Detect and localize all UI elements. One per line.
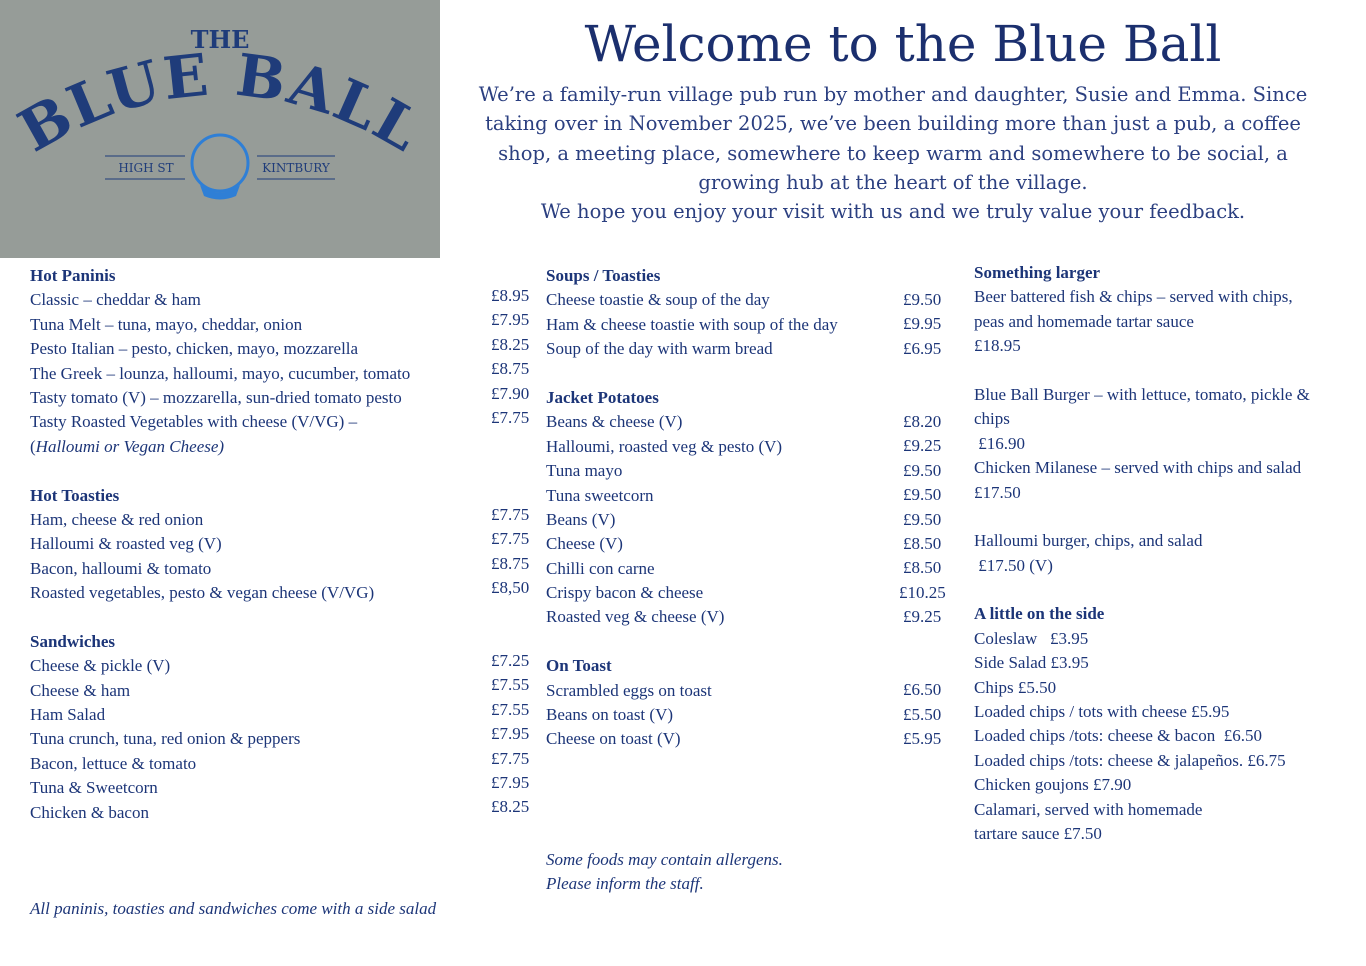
logo-name-path: BLUE BALL <box>7 40 433 166</box>
menu-price: £18.95 <box>974 336 1021 356</box>
price: £7.25 <box>491 651 530 670</box>
menu-price: £17.50 <box>974 482 1021 502</box>
menu-item: Halloumi, roasted veg & pesto (V) <box>546 436 783 456</box>
allergen-note <box>546 848 783 897</box>
logo <box>0 0 440 258</box>
menu-item: The Greek – lounza, halloumi, mayo, cucumber, tomato <box>30 363 411 383</box>
side-item: Chicken goujons £7.90 <box>974 775 1132 795</box>
price: £5.95 <box>903 729 942 749</box>
allergen-line: Some foods may contain allergens. <box>546 850 783 869</box>
price: £7.75 <box>491 408 530 428</box>
price: £8.75 <box>491 553 530 573</box>
menu-item: Cheese (V) <box>546 534 623 554</box>
allergen-line: Please inform the staff. <box>546 874 704 894</box>
price: £9.50 <box>903 509 942 529</box>
menu-item: Classic – cheddar & ham <box>30 290 201 310</box>
price: £7.55 <box>491 699 530 719</box>
logo-the: THE <box>190 25 250 54</box>
price: £9.50 <box>903 290 942 309</box>
price: £7.95 <box>491 773 530 793</box>
menu-item: Beans & cheese (V) <box>546 412 683 432</box>
price: £9.50 <box>903 460 942 480</box>
option-open: ( <box>30 436 36 456</box>
logo-kintbury: KINTBURY <box>262 161 330 175</box>
menu-item: Halloumi burger, chips, and salad <box>974 531 1203 551</box>
menu-item: Halloumi & roasted veg (V) <box>30 534 222 554</box>
menu-item: Tasty Roasted Vegetables with cheese (V/VG) – <box>30 412 358 432</box>
menu-item: Ham, cheese & red onion <box>30 509 204 529</box>
section-heading: Jacket Potatoes <box>546 387 659 407</box>
menu-item: Roasted veg & cheese (V) <box>546 607 725 627</box>
side-item: Chips £5.50 <box>974 677 1057 697</box>
menu-item: Bacon, halloumi & tomato <box>30 558 212 578</box>
menu-price: £16.90 <box>974 433 1025 453</box>
menu-item: Pesto Italian – pesto, chicken, mayo, mozzarella <box>30 339 359 359</box>
menu-item: Chicken Milanese – served with chips and salad <box>974 458 1302 478</box>
toasties-prices <box>491 503 529 601</box>
option-text: Halloumi or Vegan Cheese <box>35 436 219 456</box>
menu-item: Tuna sweetcorn <box>546 485 654 505</box>
menu-item: Soup of the day with warm bread <box>546 339 773 359</box>
side-item: tartare sauce £7.50 <box>974 823 1102 843</box>
logo-high-st: HIGH ST <box>118 161 174 175</box>
menu-item: peas and homemade tartar sauce <box>974 311 1194 331</box>
section-heading: Something larger <box>974 263 1101 282</box>
menu-item: Cheese & pickle (V) <box>30 656 171 676</box>
menu-item: Beans (V) <box>546 509 616 529</box>
menu-item: Chilli con carne <box>546 558 655 578</box>
menu-item: Tasty tomato (V) – mozzarella, sun-dried tomato pesto <box>30 387 402 407</box>
price: £7.95 <box>491 724 530 744</box>
feedback-line: We hope you enjoy your visit with us and we truly value your feedback. <box>540 200 1246 224</box>
price: £5.50 <box>903 704 942 724</box>
side-item: Side Salad £3.95 <box>974 653 1089 673</box>
price: £6.95 <box>903 338 942 358</box>
paninis-prices <box>491 284 529 430</box>
price: £7.90 <box>491 383 530 403</box>
price: £7.75 <box>491 748 530 768</box>
menu-item: Beans on toast (V) <box>546 705 674 725</box>
menu-item: Tuna crunch, tuna, red onion & peppers <box>30 729 301 749</box>
side-item: Coleslaw £3.95 <box>974 628 1089 648</box>
price: £8.50 <box>903 534 942 554</box>
blue-ball-logo <box>0 0 440 258</box>
price: £7.75 <box>491 505 530 524</box>
side-item: Loaded chips /tots: cheese & bacon £6.50 <box>974 726 1262 746</box>
side-item: Calamari, served with homemade <box>974 799 1203 819</box>
menu-item: Scrambled eggs on toast <box>546 680 712 700</box>
right-column <box>974 261 1354 846</box>
section-heading: Hot Paninis <box>30 266 116 285</box>
middle-column <box>546 264 896 752</box>
menu-item-option <box>30 435 490 459</box>
menu-item: Blue Ball Burger – with lettuce, tomato, pickle & <box>974 384 1310 404</box>
logo-name <box>7 41 432 166</box>
price: £8.25 <box>491 334 530 354</box>
price: £9.25 <box>903 436 942 456</box>
menu-item: Cheese & ham <box>30 680 131 700</box>
option-close: ) <box>218 436 225 456</box>
intro-paragraph: We’re a family-run village pub run by mother and daughter, Susie and Emma. Since taking over in November 2025, we’ve been building more than just a pub, a coffee shop, a meeting place, somewhere to keep warm and somewhere to be social, a growing hub at the heart of the village. <box>478 83 1308 194</box>
price: £7.75 <box>491 529 530 549</box>
price: £8.50 <box>903 558 942 578</box>
menu-item: Roasted vegetables, pesto & vegan cheese (V/VG) <box>30 583 375 603</box>
price: £9.25 <box>903 607 942 627</box>
menu-item: Tuna & Sweetcorn <box>30 778 158 798</box>
price: £7.55 <box>491 675 530 695</box>
side-salad-note: All paninis, toasties and sandwiches come with a side salad <box>30 899 437 918</box>
section-heading: Hot Toasties <box>30 485 120 505</box>
menu-item: chips <box>974 409 1010 429</box>
price: £10.25 <box>899 582 946 602</box>
menu-item: Tuna Melt – tuna, mayo, cheddar, onion <box>30 314 303 334</box>
menu-price: £17.50 (V) <box>974 555 1053 575</box>
price: £9.95 <box>903 314 942 334</box>
menu-item: Cheese toastie & soup of the day <box>546 290 770 310</box>
section-heading: A little on the side <box>974 604 1105 624</box>
logo-ball-icon <box>192 135 248 191</box>
price: £6.50 <box>903 680 942 700</box>
page-title: Welcome to the Blue Ball <box>584 15 1222 73</box>
section-heading: Sandwiches <box>30 631 116 651</box>
menu-item: Beer battered fish & chips – served with chips, <box>974 287 1293 307</box>
menu-item: Ham Salad <box>30 705 106 725</box>
intro-text <box>460 80 1326 226</box>
menu-item: Crispy bacon & cheese <box>546 583 704 603</box>
side-item: Loaded chips / tots with cheese £5.95 <box>974 702 1230 722</box>
price: £8,50 <box>491 578 530 598</box>
price: £7.95 <box>491 310 530 330</box>
left-column <box>30 264 490 825</box>
price: £8.20 <box>903 412 942 431</box>
price: £8.25 <box>491 797 530 817</box>
section-heading: Soups / Toasties <box>546 266 661 285</box>
menu-item: Chicken & bacon <box>30 802 149 822</box>
menu-item: Bacon, lettuce & tomato <box>30 753 197 773</box>
soups-prices <box>899 288 946 752</box>
menu-item: Tuna mayo <box>546 461 623 481</box>
side-item: Loaded chips /tots: cheese & jalapeños. £6.75 <box>974 750 1286 770</box>
price: £9.50 <box>903 485 942 505</box>
menu-item: Cheese on toast (V) <box>546 729 681 749</box>
price: £8.75 <box>491 359 530 379</box>
price: £8.95 <box>491 286 530 305</box>
section-heading: On Toast <box>546 656 612 676</box>
sandwiches-prices <box>491 649 529 820</box>
menu-item: Ham & cheese toastie with soup of the day <box>546 314 838 334</box>
